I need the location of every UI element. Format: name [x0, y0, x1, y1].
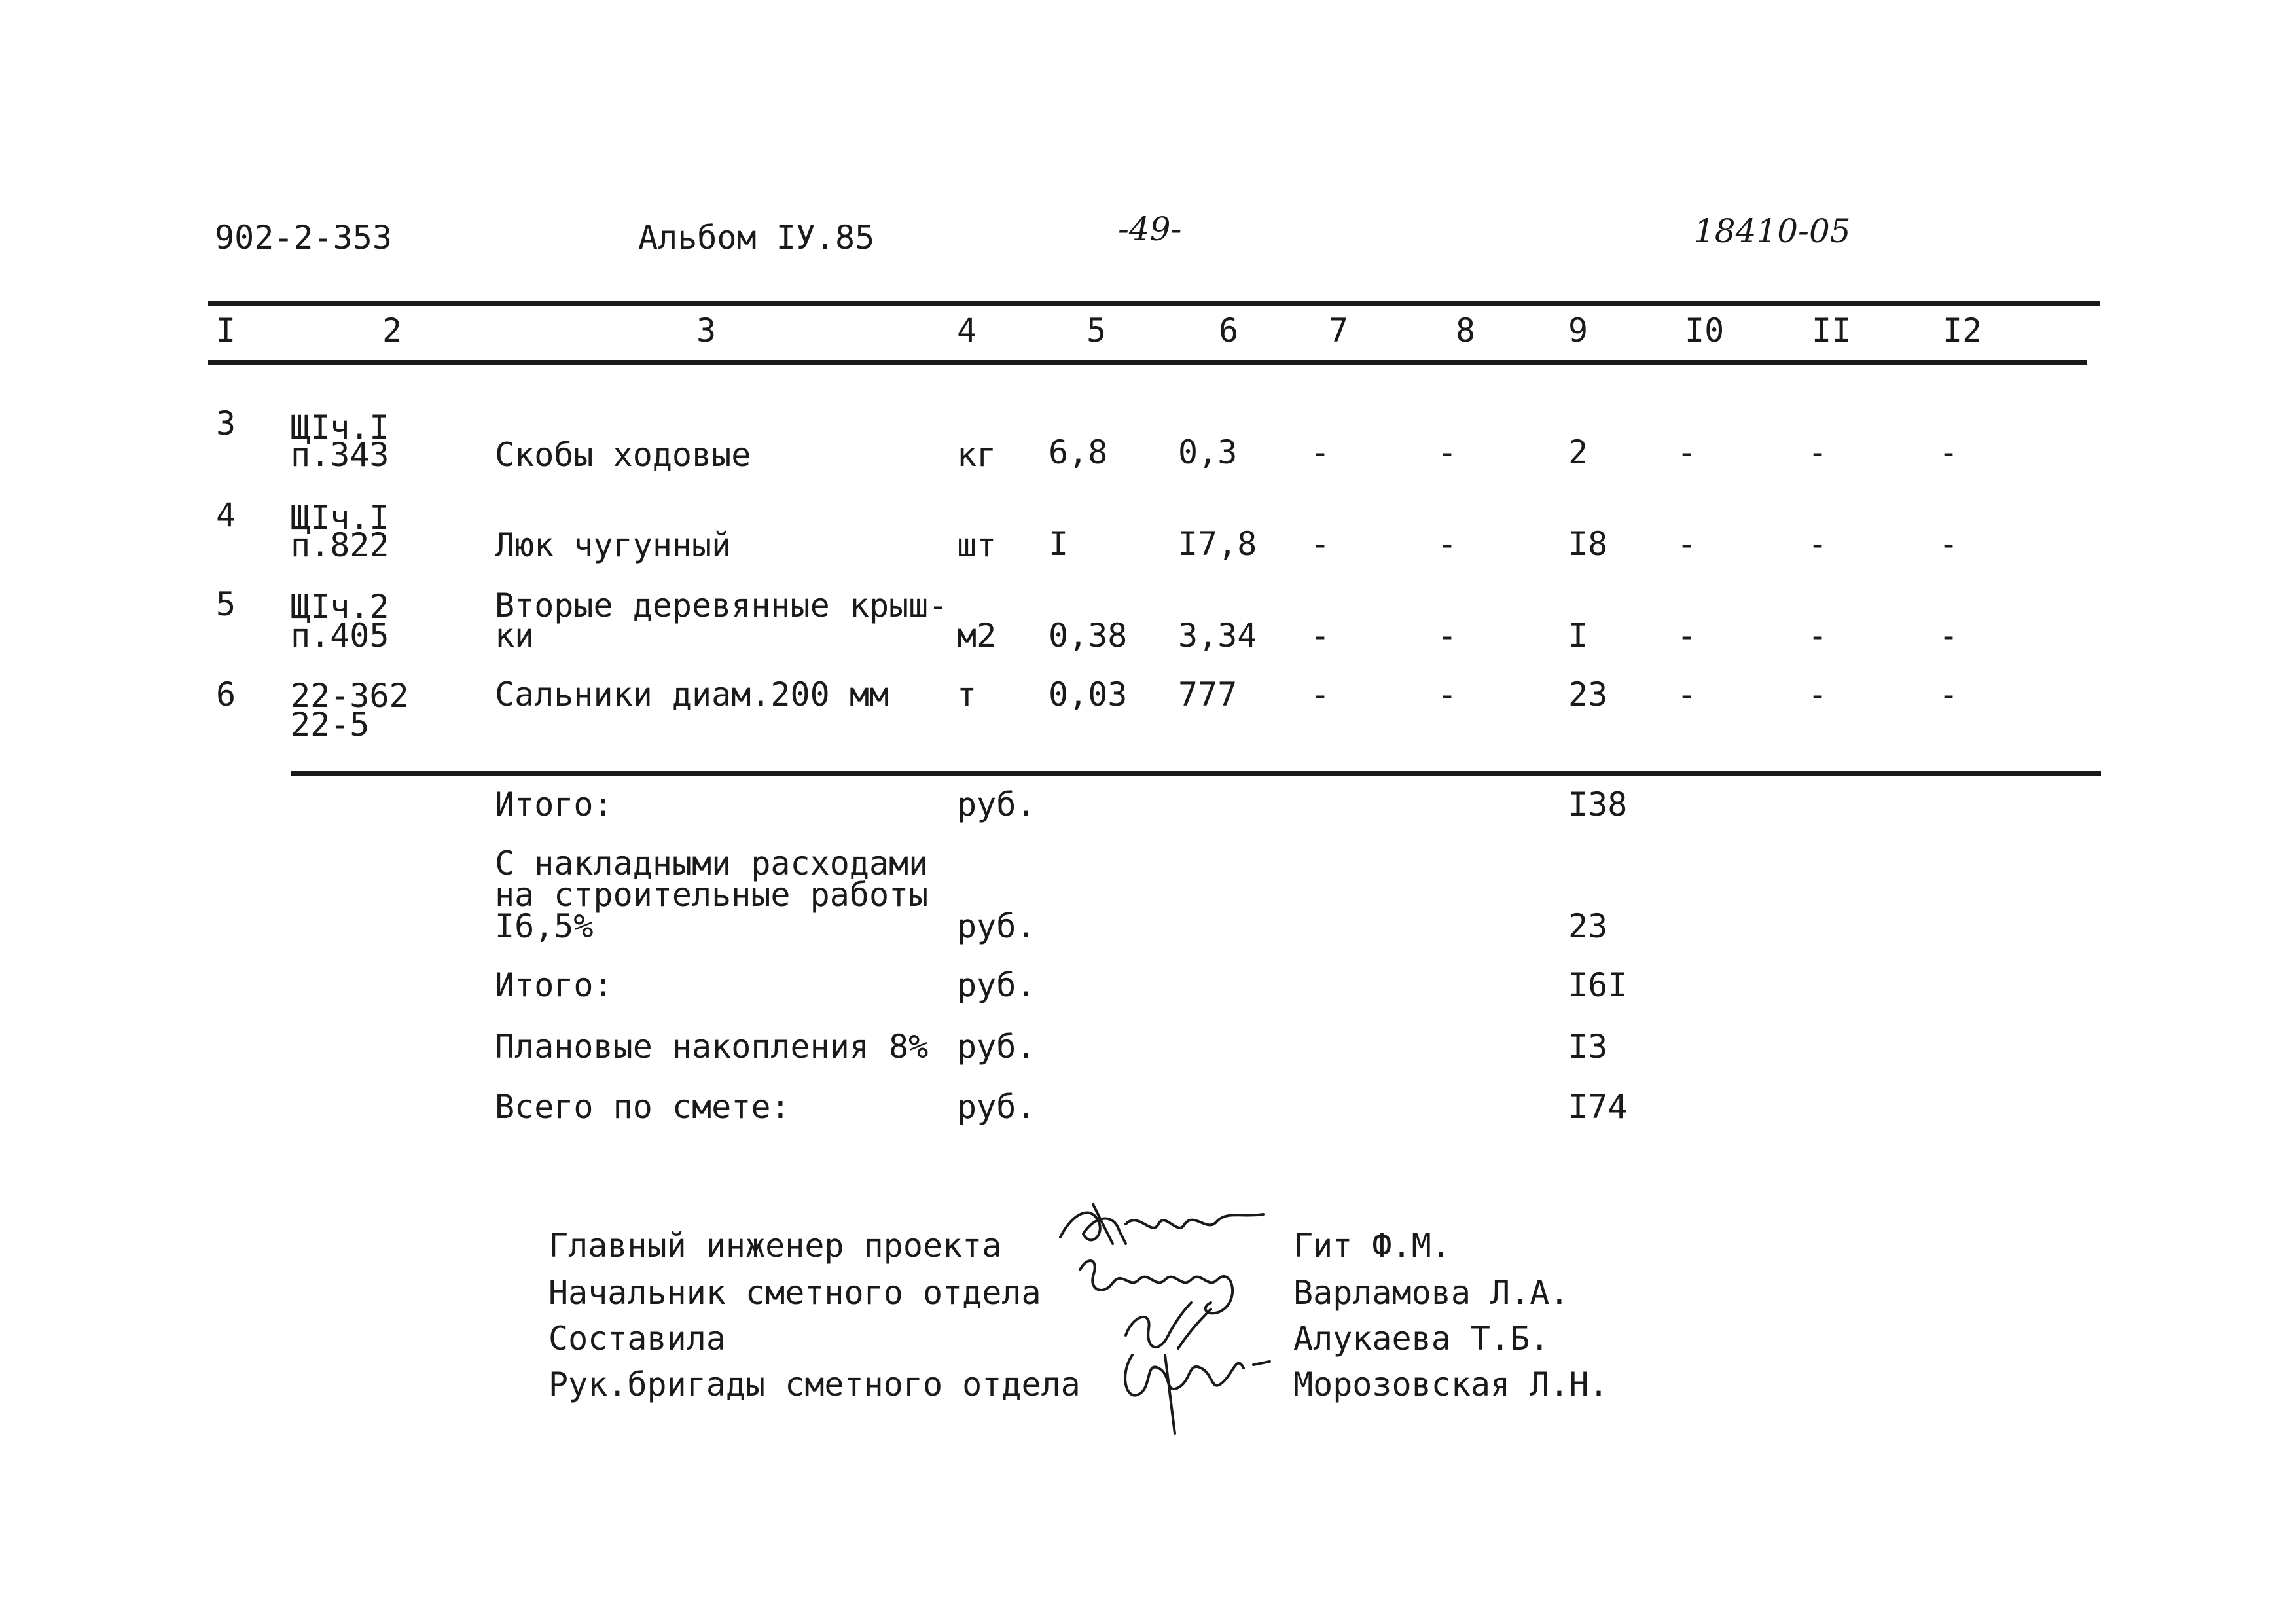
header-bottom-rule: [208, 360, 2087, 365]
signatory-name: Варламова Л.А.: [1293, 1274, 1570, 1312]
column-header-11: II: [1812, 312, 1852, 350]
album-label: Альбом IУ.85: [638, 219, 875, 257]
total-label: Плановые накопления 8%: [495, 1028, 929, 1066]
row-number: 5: [216, 585, 236, 623]
total-unit: руб.: [957, 785, 1036, 823]
row-col11: -: [1808, 525, 1828, 563]
signatory-role: Рук.бригады сметного отдела: [548, 1365, 1081, 1403]
column-header-6: 6: [1219, 312, 1239, 350]
row-number: 4: [216, 496, 236, 534]
column-header-10: I0: [1685, 312, 1725, 350]
total-unit: руб.: [957, 966, 1036, 1004]
row-col12: -: [1939, 525, 1959, 563]
row-reference-line2: п.343: [291, 436, 389, 474]
row-unit: т: [957, 676, 977, 713]
column-header-3: 3: [696, 312, 717, 350]
total-label-line1: С накладными расходами: [495, 844, 929, 882]
totals-divider: [291, 771, 2101, 776]
column-header-5: 5: [1086, 312, 1107, 350]
column-header-8: 8: [1456, 312, 1476, 350]
row-col5: 0,38: [1049, 617, 1128, 655]
row-name-line2: ки: [495, 617, 535, 655]
row-col9: I8: [1568, 525, 1608, 563]
total-value: 23: [1568, 907, 1608, 945]
row-reference-line1: ЩIч.2: [291, 588, 389, 626]
signatory-role: Начальник сметного отдела: [548, 1274, 1041, 1312]
row-col12: -: [1939, 433, 1959, 471]
row-name-line2: Люк чугунный: [495, 526, 732, 564]
row-col7: -: [1310, 676, 1331, 713]
row-unit: шт: [957, 526, 997, 564]
row-col9: 23: [1568, 676, 1608, 713]
page-number: -49-: [1118, 210, 1182, 248]
total-unit: руб.: [957, 1028, 1036, 1066]
row-unit: м2: [957, 617, 997, 655]
row-col11: -: [1808, 617, 1828, 655]
row-col12: -: [1939, 676, 1959, 713]
row-col6: 777: [1178, 676, 1238, 713]
total-unit: руб.: [957, 1088, 1036, 1126]
row-name-line1: Вторые деревянные крыш-: [495, 586, 948, 624]
row-reference-line1: ЩIч.I: [291, 499, 389, 537]
column-header-9: 9: [1568, 312, 1588, 350]
signatory-role: Составила: [548, 1320, 726, 1358]
row-col7: -: [1310, 617, 1331, 655]
total-unit: руб.: [957, 907, 1036, 945]
signature-glyph-brigade-head: [1113, 1342, 1283, 1440]
signatory-name: Алукаева Т.Б.: [1293, 1320, 1550, 1358]
row-col6: I7,8: [1178, 525, 1257, 563]
registration-number: 18410-05: [1694, 212, 1851, 250]
row-col7: -: [1310, 525, 1331, 563]
row-col7: -: [1310, 433, 1331, 471]
total-label: Всего по смете:: [495, 1088, 791, 1126]
document-code: 902-2-353: [215, 219, 392, 257]
row-col10: -: [1677, 676, 1697, 713]
row-col10: -: [1677, 525, 1697, 563]
header-top-rule: [208, 301, 2100, 306]
row-number: 3: [216, 405, 236, 442]
row-col8: -: [1437, 617, 1458, 655]
row-reference-line2: 22-5: [291, 706, 370, 744]
total-label-line2: на строительные работы: [495, 876, 929, 914]
total-value: I3: [1568, 1028, 1608, 1066]
row-col8: -: [1437, 525, 1458, 563]
signature-glyph-chief-engineer: [1054, 1198, 1270, 1257]
row-col12: -: [1939, 617, 1959, 655]
row-col6: 0,3: [1178, 433, 1238, 471]
column-header-1: I: [216, 312, 236, 350]
column-header-2: 2: [382, 312, 403, 350]
column-header-12: I2: [1943, 312, 1982, 350]
total-value: I38: [1568, 785, 1628, 823]
row-col11: -: [1808, 433, 1828, 471]
row-col5: 0,03: [1049, 676, 1128, 713]
total-label: Итого:: [495, 785, 613, 823]
row-col8: -: [1437, 676, 1458, 713]
total-label-line3: I6,5%: [495, 907, 594, 945]
signatory-name: Морозовская Л.Н.: [1293, 1365, 1609, 1403]
row-reference-line2: п.405: [291, 617, 389, 655]
row-col5: I: [1049, 525, 1069, 563]
row-name-line1: Сальники диам.200 мм: [495, 676, 889, 713]
row-reference-line1: ЩIч.I: [291, 408, 389, 446]
row-col5: 6,8: [1049, 433, 1108, 471]
row-number: 6: [216, 676, 236, 713]
total-value: I6I: [1568, 966, 1628, 1004]
row-unit: кг: [957, 436, 997, 474]
row-col9: I: [1568, 617, 1588, 655]
row-col10: -: [1677, 617, 1697, 655]
row-reference-line2: п.822: [291, 526, 389, 564]
row-col11: -: [1808, 676, 1828, 713]
signatory-name: Гит Ф.М.: [1293, 1227, 1451, 1265]
row-reference-line1: 22-362: [291, 677, 409, 715]
total-value: I74: [1568, 1088, 1628, 1126]
column-header-4: 4: [957, 312, 977, 350]
signatory-role: Главный инженер проекта: [548, 1227, 1002, 1265]
row-col9: 2: [1568, 433, 1588, 471]
row-col10: -: [1677, 433, 1697, 471]
column-header-7: 7: [1329, 312, 1349, 350]
row-col8: -: [1437, 433, 1458, 471]
total-label: Итого:: [495, 966, 613, 1004]
row-name-line2: Скобы ходовые: [495, 436, 751, 474]
row-col6: 3,34: [1178, 617, 1257, 655]
